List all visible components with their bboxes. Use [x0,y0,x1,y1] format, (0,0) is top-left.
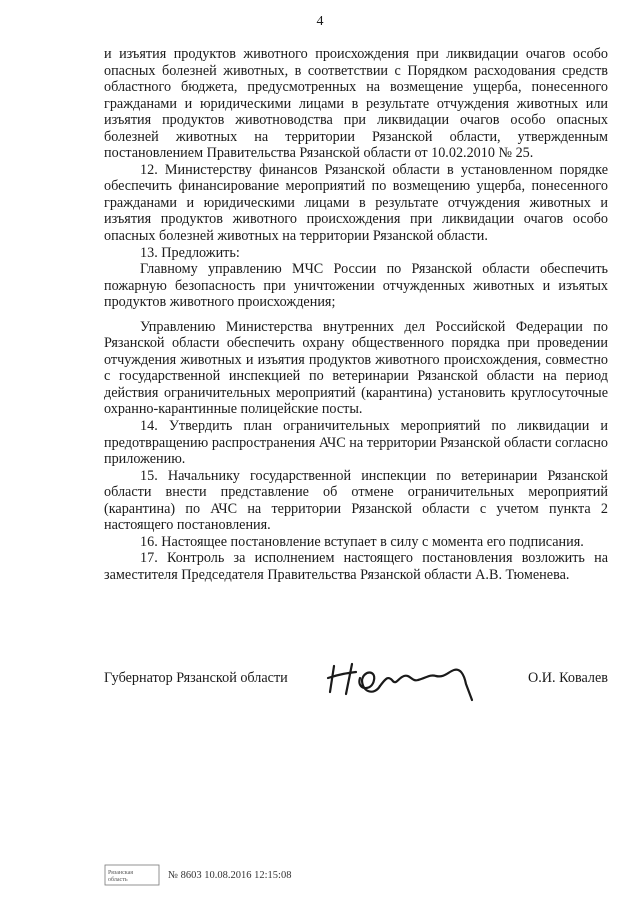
document-body [104,46,608,584]
paragraph-13: 13. Предложить: [140,244,240,261]
paragraph-14: 14. Утвердить план ограничительных мероприятий по ликвидации и предотвращению распространения АЧС на территории Рязанской области согласно приложению. [104,418,608,468]
signature-block [104,664,608,694]
paragraph-continuation: и изъятия продуктов животного происхождения при ликвидации очагов особо опасных болезней животных, в соответствии с Порядком расходования средств областного бюджета, предусмотренных на возмещение ущерба, понесенного гражданами и юридическими лицами в результате отчуждения животных или изъятия продуктов животноводства при ликвидации очагов особо опасных болезней животных на территории Рязанской области, утвержденным постановлением Правительства Рязанской области от 10.02.2010 № 25. [104,46,608,162]
paragraph-12: 12. Министерству финансов Рязанской области в установленном порядке обеспечить финансирование мероприятий по возмещению ущерба, понесенного гражданами и юридическими лицами в результате отчуждения животных и изъятия продуктов животного происхождения при ликвидации очагов особо опасных болезней животных на территории Рязанской области. [104,161,608,245]
stamp-text: Рязанская область [108,870,134,883]
handwritten-signature [326,656,486,702]
registration-number-date: № 8603 10.08.2016 12:15:08 [168,870,292,881]
signatory-name: О.И. Ковалев [528,670,608,686]
page-number: 4 [316,14,324,29]
paragraph-13-mchs: Главному управлению МЧС России по Рязанской области обеспечить пожарную безопасность при уничтожении отчужденных животных и изъятых продуктов животного происхождения; [104,261,608,311]
paragraph-17: 17. Контроль за исполнением настоящего постановления возложить на заместителя Председателя Правительства Рязанской области А.В. Тюменева. [104,550,608,583]
paragraph-15: 15. Начальнику государственной инспекции по ветеринарии Рязанской области внести представление об отмене ограничительных мероприятий (карантина) по АЧС на территории Рязанской области с учетом пункта 2 настоящего постановления. [104,467,608,534]
paragraph-16: 16. Настоящее постановление вступает в силу с момента его подписания. [140,533,584,550]
paragraph-13-mvd: Управлению Министерства внутренних дел Российской Федерации по Рязанской области обеспечить охрану общественного порядка при проведении отчуждения животных и изъятия продуктов животного происхождения, совместно с государственной инспекцией по ветеринарии Рязанской области на период действия ограничительных мероприятий (карантина) установить круглосуточные охранно-карантинные полицейские посты. [104,318,608,418]
signatory-title: Губернатор Рязанской области [104,670,288,686]
